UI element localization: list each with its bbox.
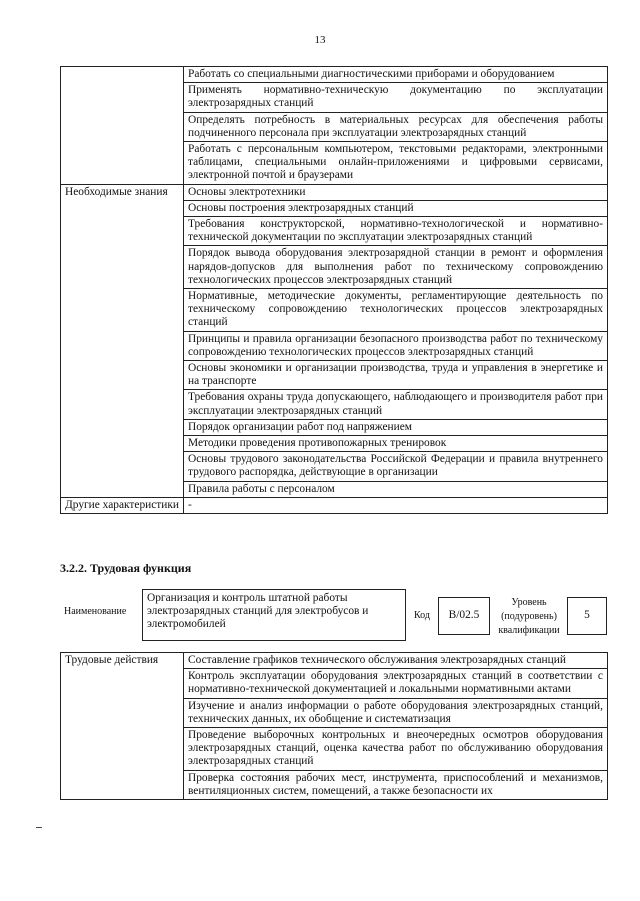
- row-description: Правила работы с персоналом: [184, 481, 608, 497]
- row-description: -: [184, 497, 608, 513]
- margin-mark: [36, 827, 42, 828]
- level-value-box: [567, 597, 607, 635]
- row-group-label: Трудовые действия: [61, 653, 184, 800]
- level-value: 5: [584, 609, 590, 622]
- row-group-label: Необходимые знания: [61, 184, 184, 497]
- labor-actions-table: [60, 652, 608, 800]
- code-value-box: [438, 597, 490, 635]
- code-label: Код: [414, 610, 430, 621]
- row-description: Основы электротехники: [184, 184, 608, 200]
- row-description: Требования конструкторской, нормативно-технологической и нормативно-технической документации по эксплуатации электрозарядных станций: [184, 217, 608, 246]
- row-description: Применять нормативно-техническую документацию по эксплуатации электрозарядных станций: [184, 83, 608, 112]
- section-heading: 3.2.2. Трудовая функция: [60, 561, 192, 575]
- row-description: Работать с персональным компьютером, текстовыми редакторами, электронными таблицами, специальными онлайн-приложениями и цифровыми сервисами, электронной почтой и браузерами: [184, 142, 608, 185]
- row-description: Нормативные, методические документы, регламентирующие деятельность по техническому сопровождению технологических процессов электрозарядных станций: [184, 289, 608, 332]
- row-description: Составление графиков технического обслуживания электрозарядных станций: [184, 653, 608, 669]
- function-name-box: [142, 589, 406, 641]
- row-group-label: [61, 67, 184, 185]
- row-group-label: Другие характеристики: [61, 497, 184, 513]
- function-name-value: Организация и контроль штатной работы электрозарядных станций для электробусов и электромобилей: [147, 592, 369, 631]
- row-description: Порядок вывода оборудования электрозарядной станции в ремонт и оформления нарядов-допусков для выполнения работ по техническому сопровождению технологических процессов электрозарядных станций: [184, 246, 608, 289]
- row-description: Контроль эксплуатации оборудования электрозарядных станций в соответствии с нормативно-технической документацией и локальными нормативными актами: [184, 669, 608, 698]
- code-value: B/02.5: [448, 609, 480, 622]
- table-row: [61, 67, 608, 83]
- row-description: Основы экономики и организации производства, труда и управления в энергетике и на транспорте: [184, 361, 608, 390]
- row-description: Порядок организации работ под напряжением: [184, 419, 608, 435]
- row-description: Работать со специальными диагностическими приборами и оборудованием: [184, 67, 608, 83]
- row-description: Принципы и правила организации безопасного производства работ по техническому сопровождению технологических процессов электрозарядных станций: [184, 331, 608, 360]
- table-row: [61, 184, 608, 200]
- row-description: Требования охраны труда допускающего, наблюдающего и производителя работ при эксплуатации электрозарядных станций: [184, 390, 608, 419]
- level-label: Уровень (подуровень) квалификации: [498, 597, 560, 636]
- row-description: Методики проведения противопожарных тренировок: [184, 436, 608, 452]
- row-description: Проверка состояния рабочих мест, инструмента, приспособлений и механизмов, вентиляционных систем, помещений, а также безопасности их: [184, 770, 608, 799]
- row-description: Основы построения электрозарядных станций: [184, 200, 608, 216]
- row-description: Определять потребность в материальных ресурсах для обеспечения работы подчиненного персонала при эксплуатации электрозарядных станций: [184, 112, 608, 141]
- skills-table: [60, 66, 608, 514]
- page-number: 13: [314, 34, 326, 46]
- row-description: Основы трудового законодательства Российской Федерации и правила внутреннего трудового распорядка, действующие в организации: [184, 452, 608, 481]
- row-description: Проведение выборочных контрольных и внеочередных осмотров оборудования электрозарядных станций, оценка качества работ по обслуживанию оборудования электрозарядных станций: [184, 728, 608, 771]
- name-label: Наименование: [64, 606, 127, 617]
- table-row: [61, 497, 608, 513]
- table-row: [61, 653, 608, 669]
- row-description: Изучение и анализ информации о работе оборудования электрозарядных станций, технических данных, их обобщение и систематизация: [184, 698, 608, 727]
